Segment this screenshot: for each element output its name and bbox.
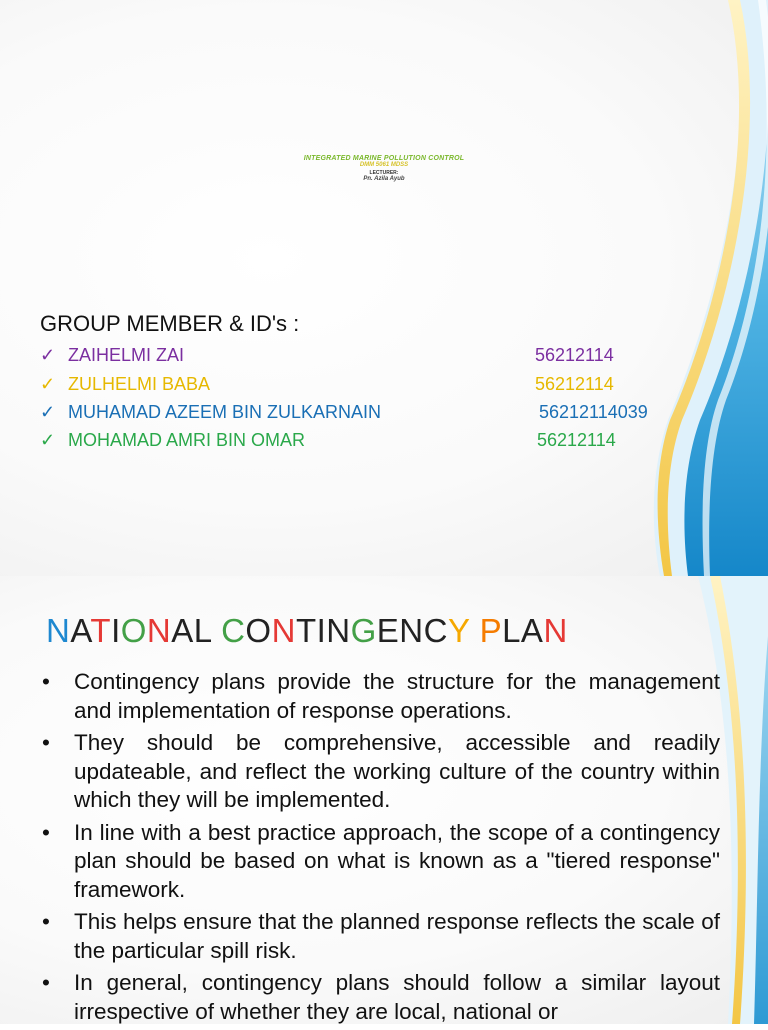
- bullet-text: This helps ensure that the planned response reflects the scale of the particular spill risk.: [74, 909, 720, 963]
- group-members-heading: GROUP MEMBER & ID's :: [40, 311, 300, 336]
- member-id: 56212114039: [539, 402, 648, 422]
- bullet-icon: •: [42, 669, 50, 694]
- heading-letter: TIN: [295, 612, 351, 649]
- wave-decoration: [608, 0, 768, 576]
- heading-letter: AL: [171, 612, 222, 649]
- lecturer-label: LECTURER:: [369, 170, 399, 176]
- member-row: [40, 345, 680, 373]
- heading-letter: O: [120, 612, 147, 649]
- bullet-item: [40, 729, 720, 815]
- bullet-icon: •: [42, 909, 50, 934]
- heading-letter: G: [350, 612, 377, 649]
- heading-letter: A: [70, 612, 91, 649]
- bullet-text: They should be comprehensive, accessible and readily updateable, and reflect the working culture of the country within which they will be implemented.: [74, 730, 720, 812]
- slide-heading: [46, 612, 568, 650]
- heading-letter: N: [543, 612, 568, 649]
- bullet-list: [40, 668, 720, 1030]
- heading-letter: T: [90, 612, 112, 649]
- heading-letter: LA: [502, 612, 544, 649]
- bullet-text: In line with a best practice approach, the scope of a contingency plan should be based on what is known as a "tiered response" framework.: [74, 819, 720, 902]
- member-row: [40, 402, 680, 430]
- bullet-item: [40, 668, 720, 725]
- heading-letter: N: [46, 612, 71, 649]
- check-icon: ✓: [40, 430, 56, 450]
- course-title-block: [0, 155, 768, 182]
- member-id: 56212114: [535, 374, 614, 394]
- check-icon: ✓: [40, 374, 56, 394]
- bullet-item: [40, 908, 720, 965]
- lecturer-name: Pn. Azila Ayub: [363, 176, 405, 182]
- course-title: INTEGRATED MARINE POLLUTION CONTROL: [303, 155, 465, 162]
- member-name: ZULHELMI BABA: [68, 374, 211, 394]
- member-name: MUHAMAD AZEEM BIN ZULKARNAIN: [68, 402, 382, 422]
- heading-letter: C: [221, 612, 246, 649]
- heading-letter: O: [245, 612, 272, 649]
- course-code: DMM 5061 MDSS: [359, 162, 409, 168]
- check-icon: ✓: [40, 402, 56, 422]
- bullet-text: Contingency plans provide the structure for the management and implementation of response operations.: [74, 669, 720, 723]
- bullet-text: In general, contingency plans should follow a similar layout irrespective of whether they are local, national or: [74, 970, 720, 1024]
- heading-letter: I: [111, 612, 121, 649]
- heading-letter: P: [479, 612, 503, 649]
- bullet-item: [40, 969, 720, 1026]
- member-id: 56212114: [537, 430, 616, 450]
- heading-letter: ENC: [376, 612, 448, 649]
- bullet-icon: •: [42, 730, 50, 755]
- heading-letter: N: [271, 612, 296, 649]
- bullet-icon: •: [42, 970, 50, 995]
- member-name: ZAIHELMI ZAI: [68, 345, 185, 365]
- bullet-icon: •: [42, 819, 50, 845]
- heading-letter: N: [146, 612, 172, 649]
- member-row: [40, 430, 680, 458]
- heading-letter: Y: [447, 612, 480, 649]
- bullet-item: [40, 819, 720, 905]
- member-row: [40, 374, 680, 402]
- check-icon: ✓: [40, 345, 56, 365]
- member-id: 56212114: [535, 345, 614, 365]
- member-name: MOHAMAD AMRI BIN OMAR: [68, 430, 306, 450]
